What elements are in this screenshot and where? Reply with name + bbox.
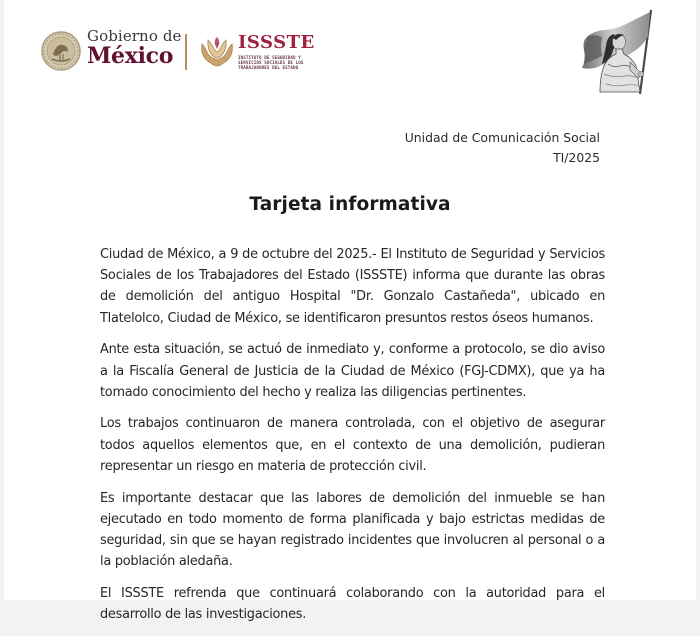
issste-logo-name: ISSSTE [238, 32, 315, 53]
issste-logo-subtitle: INSTITUTO DE SEGURIDAD Y SERVICIOS SOCIALES DE LOS TRABAJADORES DEL ESTADO [238, 55, 304, 70]
document-reference: TI/2025 [553, 150, 600, 165]
gob-logo-line1: Gobierno de [87, 27, 182, 45]
body-paragraph: El ISSSTE refrenda que continuará colaborando con la autoridad para el desarrollo de las investigaciones. [100, 585, 605, 623]
gobierno-de-mexico-logo [87, 29, 182, 67]
coat-of-arms-seal-icon [40, 30, 82, 72]
document-title: Tarjeta informativa [249, 194, 451, 215]
document-body [100, 244, 605, 636]
unit-name: Unidad de Comunicación Social [404, 130, 600, 145]
gob-logo-line2: México [87, 43, 174, 69]
logo-divider [185, 34, 187, 70]
body-paragraph: Ante esta situación, se actuó de inmediato y, conforme a protocolo, se dio aviso a la Fiscalía General de Justicia de la Ciudad de México (FGJ-CDMX), que ya ha tomado conocimiento del hecho y realiza las diligencias pertinentes. [100, 342, 605, 400]
body-paragraph: Ciudad de México, a 9 de octubre del 2025.- El Instituto de Seguridad y Servicios Sociales de los Trabajadores del Estado (ISSSTE) informa que durante las obras de demolición del antiguo Hospital "Dr. Gonzalo Castañeda", ubicado en Tlatelolco, Ciudad de México, se identificaron presuntos restos óseos humanos. [100, 247, 605, 326]
letterhead [4, 0, 696, 110]
body-paragraph: Los trabajos continuaron de manera controlada, con el objetivo de asegurar todos aquellos elementos que, en el contexto de una demolición, pudieran representar un riesgo en materia de protección civil. [100, 416, 605, 474]
body-paragraph: Es importante destacar que las labores de demolición del inmueble se han ejecutado en todo momento de forma planificada y bajo estrictas medidas de seguridad, sin que se hayan registrado incidentes que involucren al personal o a la población aledaña. [100, 490, 605, 570]
document-page [4, 0, 696, 623]
issuing-unit [405, 128, 600, 168]
issste-hands-emblem-icon [199, 34, 235, 68]
issste-logo [238, 33, 318, 70]
woman-with-flag-illustration [574, 4, 658, 94]
